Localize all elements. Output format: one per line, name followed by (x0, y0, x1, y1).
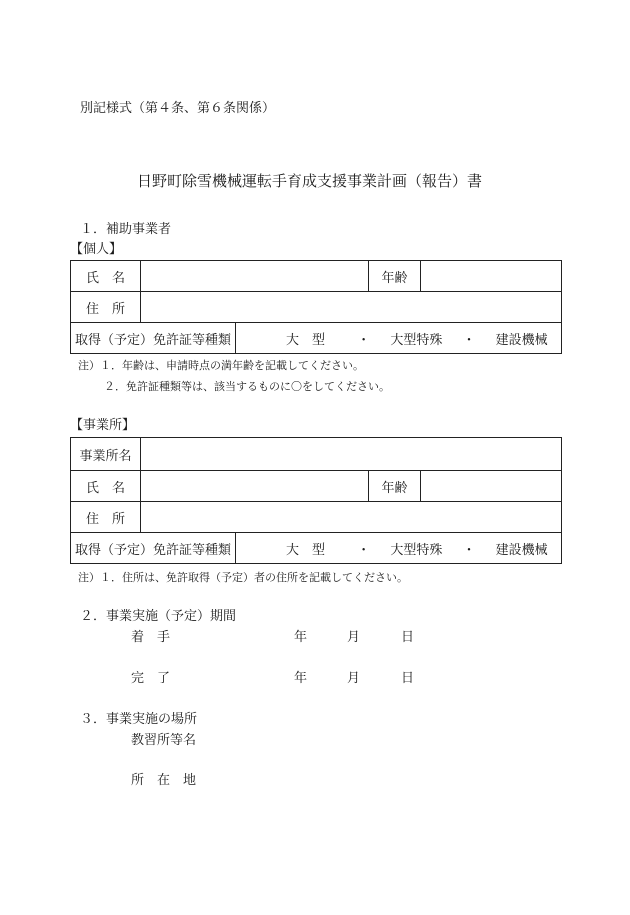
individual-note-1: 注）１．年齢は、申請時点の満年齢を記載してください。 (78, 359, 364, 372)
office-age-label: 年齢 (369, 471, 421, 502)
office-table (70, 437, 562, 564)
office-heading: 【事業所】 (70, 418, 136, 433)
license-option-large[interactable]: 大 型 (286, 542, 326, 558)
start-year-unit: 年 (294, 630, 308, 645)
license-separator: ・ (462, 332, 476, 348)
individual-table (70, 260, 562, 354)
end-day-unit: 日 (401, 671, 415, 686)
section1-heading: １．補助事業者 (80, 222, 172, 237)
license-option-construction[interactable]: 建設機械 (495, 332, 548, 348)
license-option-large-special[interactable]: 大型特殊 (390, 542, 443, 558)
individual-address-label: 住 所 (71, 292, 141, 323)
office-age-field[interactable] (421, 471, 562, 502)
start-label: 着 手 (131, 630, 171, 645)
office-person-name-label: 氏 名 (71, 471, 141, 502)
license-separator: ・ (357, 542, 371, 558)
individual-address-row (71, 292, 562, 323)
office-person-name-row (71, 471, 562, 502)
location-label: 所 在 地 (131, 773, 197, 788)
section3-heading: ３．事業実施の場所 (80, 712, 198, 727)
license-option-large-special[interactable]: 大型特殊 (390, 332, 443, 348)
individual-name-field[interactable] (141, 261, 369, 292)
school-name-label: 教習所等名 (131, 733, 197, 748)
form-style-note: 別記様式（第４条、第６条関係） (80, 101, 276, 116)
end-label: 完 了 (131, 671, 171, 686)
office-license-options[interactable] (236, 533, 562, 564)
office-address-label: 住 所 (71, 502, 141, 533)
office-address-row (71, 502, 562, 533)
start-month-unit: 月 (347, 630, 361, 645)
office-name-label: 事業所名 (71, 438, 141, 471)
end-year-unit: 年 (294, 671, 308, 686)
section2-heading: ２．事業実施（予定）期間 (80, 609, 237, 624)
office-person-name-field[interactable] (141, 471, 369, 502)
license-option-large[interactable]: 大 型 (286, 332, 326, 348)
individual-note-2: ２．免許証種類等は、該当するものに〇をしてください。 (104, 380, 390, 393)
individual-age-label: 年齢 (369, 261, 421, 292)
license-separator: ・ (357, 332, 371, 348)
office-address-field[interactable] (141, 502, 562, 533)
individual-license-row (71, 323, 562, 354)
document-title: 日野町除雪機械運転手育成支援事業計画（報告）書 (137, 172, 483, 190)
individual-age-field[interactable] (421, 261, 562, 292)
individual-heading: 【個人】 (70, 242, 123, 257)
individual-license-options[interactable] (236, 323, 562, 354)
individual-address-field[interactable] (141, 292, 562, 323)
individual-name-label: 氏 名 (71, 261, 141, 292)
license-separator: ・ (462, 542, 476, 558)
office-license-row (71, 533, 562, 564)
office-license-label: 取得（予定）免許証等種類 (71, 533, 236, 564)
office-note-1: 注）１．住所は、免許取得（予定）者の住所を記載してください。 (78, 571, 408, 584)
license-option-construction[interactable]: 建設機械 (495, 542, 548, 558)
office-name-row (71, 438, 562, 471)
individual-license-label: 取得（予定）免許証等種類 (71, 323, 236, 354)
end-month-unit: 月 (347, 671, 361, 686)
start-day-unit: 日 (401, 630, 415, 645)
individual-name-row (71, 261, 562, 292)
office-name-field[interactable] (141, 438, 562, 471)
